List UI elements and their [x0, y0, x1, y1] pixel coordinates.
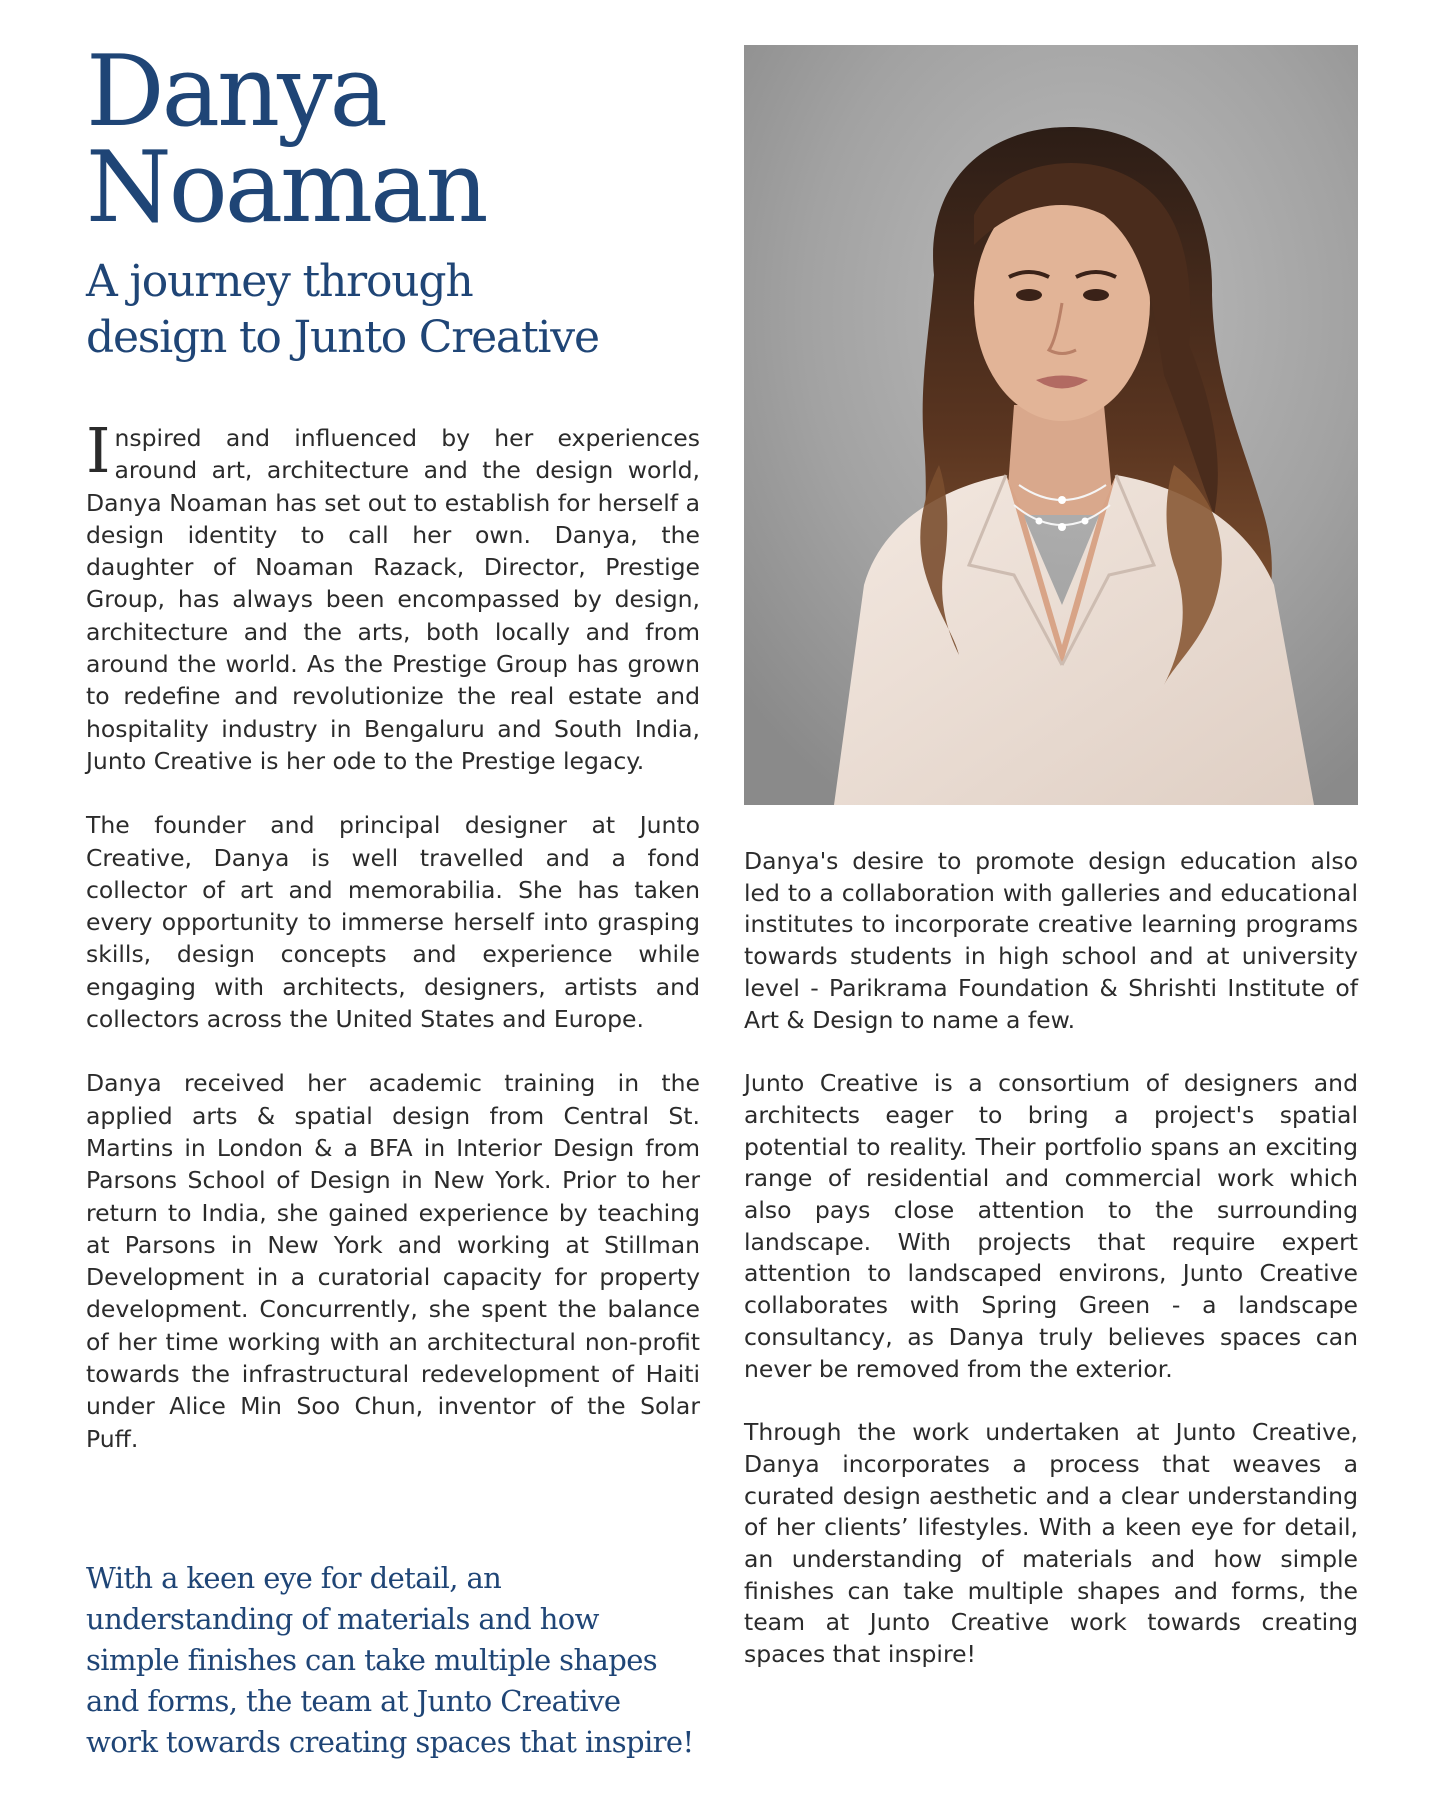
- subtitle-line-2: design to Junto Creative: [86, 312, 599, 363]
- left-column: [86, 35, 700, 1487]
- left-paragraph-1-text: nspired and influenced by her experiences around art, architecture and the design world, Danya Noaman has set out to establish for herself a design identity to call her own. Danya, the daughter of Noaman Razack, Director, Prestige Group, has always been encompassed by design, architecture and the arts, both locally and from around the world. As the Prestige Group has grown to redefine and revolutionize the real estate and hospitality industry in Bengaluru and South India, Junto Creative is her ode to the Prestige legacy.: [86, 424, 700, 775]
- pull-quote-line-5: work towards creating spaces that inspire!: [86, 1725, 694, 1759]
- pull-quote-line-3: simple finishes can take multiple shapes: [86, 1643, 658, 1677]
- drop-cap: I: [86, 414, 111, 487]
- article-title: [86, 35, 700, 245]
- subtitle-line-1: A journey through: [86, 256, 473, 307]
- title-line-1: Danya: [86, 35, 385, 149]
- right-paragraph-2: Junto Creative is a consortium of designers and architects eager to bring a project's spatial potential to reality. Their portfolio spans an exciting range of residential and commercial work which also pays close attention to the surrounding landscape. With projects that require expert attention to landscaped environs, Junto Creative collaborates with Spring Green - a landscape consultancy, as Danya truly believes spaces can never be removed from the exterior.: [744, 1069, 1358, 1383]
- pull-quote-line-1: With a keen eye for detail, an: [86, 1561, 502, 1595]
- pull-quote: [86, 1558, 694, 1763]
- right-column: [744, 846, 1358, 1703]
- left-paragraph-1: [86, 414, 700, 777]
- title-line-2: Noaman: [86, 131, 486, 245]
- portrait-illustration: [744, 45, 1358, 805]
- right-paragraph-3: Through the work undertaken at Junto Creative, Danya incorporates a process that weaves a curated design aesthetic and a clear understanding of her clients’ lifestyles. With a keen eye for detail, an understanding of materials and how simple finishes can take multiple shapes and forms, the team at Junto Creative work towards creating spaces that inspire!: [744, 1418, 1358, 1669]
- article-subtitle: [86, 254, 700, 366]
- right-paragraph-1: Danya's desire to promote design education also led to a collaboration with galleries and educational institutes to incorporate creative learning programs towards students in high school and at university level - Parikrama Foundation & Shrishti Institute of Art & Design to name a few.: [744, 847, 1358, 1034]
- portrait-photo: [744, 45, 1358, 805]
- left-paragraph-3: Danya received her academic training in the applied arts & spatial design from Central St. Martins in London & a BFA in Interior Design from Parsons School of Design in New York. Prior to her return to India, she gained experience by teaching at Parsons in New York and working at Stillman Development in a curatorial capacity for property development. Concurrently, she spent the balance of her time working with an architectural non-profit towards the infrastructural redevelopment of Haiti under Alice Min Soo Chun, inventor of the Solar Puff.: [86, 1069, 700, 1453]
- pull-quote-line-2: understanding of materials and how: [86, 1602, 599, 1636]
- pull-quote-line-4: and forms, the team at Junto Creative: [86, 1684, 621, 1718]
- left-body-text: [86, 414, 700, 1455]
- left-paragraph-2: The founder and principal designer at Junto Creative, Danya is well travelled and a fond collector of art and memorabilia. She has taken every opportunity to immerse herself into grasping skills, design concepts and experience while engaging with architects, designers, artists and collectors across the United States and Europe.: [86, 811, 700, 1034]
